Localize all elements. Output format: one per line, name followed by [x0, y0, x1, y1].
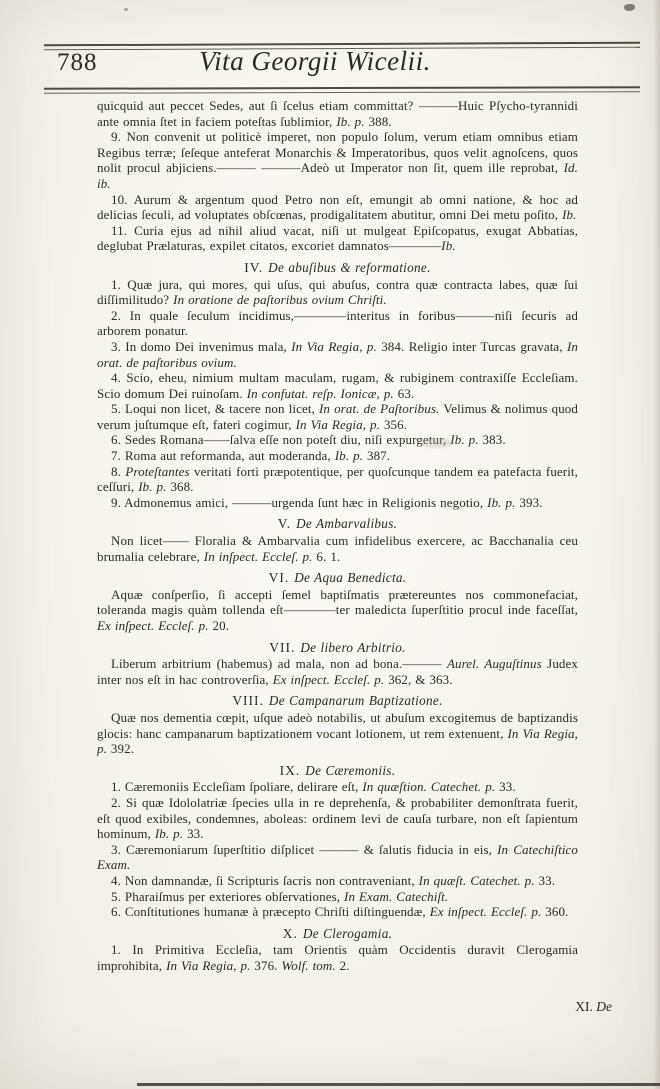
paragraph [97, 277, 578, 308]
citation-text: In orat. de Paſtoribus. [319, 401, 440, 417]
paragraph [97, 432, 578, 448]
section-heading [97, 516, 578, 532]
body-text: 5. Pharaiſmus per exteriores obſervationes, [111, 888, 345, 904]
body-text: 376. [250, 957, 282, 973]
citation-text: Ib. p. [154, 826, 184, 842]
citation-text: Ex inſpect. Eccleſ. p. [429, 904, 542, 920]
page-number: 788 [57, 49, 98, 76]
section-heading [97, 926, 578, 942]
citation-text: Ib. p. [138, 479, 167, 495]
text-column [97, 98, 578, 973]
paragraph [97, 904, 578, 920]
running-title: Vita Georgii Wicelii. [199, 46, 431, 76]
section-number: IV. [244, 259, 269, 275]
citation-text: In quæſtion. Catechet. p. [362, 779, 496, 795]
paragraph [97, 401, 578, 432]
body-text: 11. Curia ejus ad nihil aliud vacat, niſi ut mulgeat Epiſcopatus, exugat Abbatias, deglubat Prælaturas, expilet citatos, excoriet damnatos———— [97, 222, 578, 254]
section-heading [97, 763, 578, 779]
citation-text: Ex inſpect. Eccleſ. p. [272, 671, 385, 687]
section-heading [97, 693, 578, 709]
body-text: 362, & 363. [384, 671, 453, 687]
body-text: 392. [106, 741, 135, 757]
section-heading [97, 640, 578, 656]
citation-text: In Via Regia, p. [166, 957, 251, 973]
body-text: 383. [478, 432, 506, 448]
body-text: 63. [393, 385, 415, 401]
section-heading [97, 260, 578, 276]
catchword [575, 999, 612, 1015]
body-text: 2. [335, 957, 350, 973]
body-text: 2. In quale ſeculum incidimus,————interitus in foribus———niſi ſecuris ad arborem ponatur. [97, 307, 578, 339]
body-text: 9. Non convenit ut politicè imperet, non populo ſolum, verum etiam omnibus etiam Regibus terræ; ſeſeque anteferat Monarchis & Imperatoribus, quos velit agnoſcens, quos nolit procul abjiciens.——— ———Adeò ut Imperator non ſit, quem ille reprobat, [97, 129, 578, 176]
citation-text: In Via Regia, p. [295, 416, 380, 432]
body-text: 6. 1. [312, 548, 341, 564]
body-text: Velimus & nolimus quod verum juſtumque eſt, fateri cogimur, [97, 401, 578, 432]
citation-text: Ib. p. [450, 432, 479, 448]
section-title: De Campanarum Baptizatione. [268, 693, 443, 709]
paragraph [97, 495, 578, 511]
paragraph [97, 842, 578, 873]
body-text: 6. Conſtitutiones humanæ à præcepto Chriſti diſtinguendæ, [111, 904, 430, 920]
body-text: 393. [515, 494, 543, 510]
paragraph [97, 448, 578, 464]
body-text: 3. Cæremoniarum ſuperſtitio diſplicet ——— & ſalutis fiducia in eis, [111, 841, 498, 857]
body-text: 1. Quæ jura, qui mores, qui uſus, qui abuſus, contra quæ contracta labes, quæ ſui diſſimilitudo? [97, 276, 578, 308]
header-rule-bottom [44, 86, 640, 94]
body-text: 20. [208, 618, 230, 633]
citation-text: Ib. [562, 207, 577, 223]
body-text: 10. Aurum & argentum quod Petro non eſt, emungit ab omni natione, & hoc ad delicias ſeculi, ad voluptates obſcœnas, prodigalitatem abutitur, omni Dei metu poſito, [97, 191, 578, 223]
body-text: 356. [380, 416, 408, 432]
body-text: 5. Loqui non licet, & tacere non licet, [111, 401, 319, 417]
body-text: 384. Religio inter Turcas gravata, [376, 338, 567, 354]
paragraph [97, 129, 578, 191]
body-text: Non licet—— Floralia & Ambarvalia cum infidelibus exercere, ac Bacchanalia ceu brumalia celebrare, [97, 533, 578, 564]
citation-text: In orat. de paſtoribus ovium. [97, 338, 579, 370]
body-text: 4. Non damnandæ, ſi Scripturis ſacris non contraveniant, [111, 872, 419, 888]
citation-text: Aurel. Auguſtinus [446, 656, 542, 672]
body-text: 1. Cæremoniis Eccleſiam ſpoliare, delirare eſt, [111, 779, 363, 795]
citation-text: Ib. p. [336, 113, 365, 129]
body-text: 387. [363, 448, 391, 464]
paragraph [97, 710, 578, 757]
paragraph [97, 533, 578, 564]
paragraph [97, 795, 578, 842]
section-number: VI. [268, 570, 295, 586]
citation-text: In Via Regia, p. [291, 338, 377, 354]
paragraph [97, 779, 578, 795]
citation-text: Id. ib. [97, 160, 578, 191]
body-text: 9. Admonemus amici, ———urgenda ſunt hæc in Religionis negotio, [111, 494, 488, 510]
body-text: 2. Si quæ Idololatriæ ſpecies ulla in re deprehenſa, & probabiliter demonſtrata fuerit, eſt quod exibiles, condemnes, aboleas: ordinem levi de cauſa turbare, non eſt ſapientum hominum, [97, 794, 578, 842]
citation-text: In quæſt. Catechet. p. [418, 872, 535, 888]
body-text: quicquid aut peccet Sedes, aut ſi ſcelus etiam committat? ———Huic Pſycho-tyrannidi ante omnia ſtet in faciem poteſtas ſublimior, [97, 98, 578, 129]
section-title: De Aqua Benedicta. [294, 570, 407, 586]
paragraph [97, 942, 578, 973]
citation-text: In oratione de paſtoribus ovium Chriſti. [173, 292, 387, 308]
body-text: 7. Roma aut reformanda, aut moderanda, [111, 448, 335, 464]
body-text: 3. In domo Dei invenimus mala, [111, 338, 292, 354]
body-text: Liberum arbitrium (habemus) ad mala, non ad bona.——— [111, 656, 447, 672]
catchword-word: De [596, 999, 612, 1014]
body-text: 33. [495, 779, 516, 795]
citation-text: In Via Regia, p. [97, 725, 578, 757]
body-text: 360. [541, 904, 569, 920]
section-title: De abuſibus & reformatione. [268, 259, 431, 275]
citation-text: Proteſtantes [125, 463, 190, 479]
ink-smudge [624, 4, 635, 11]
body-text: 6. Sedes Romana——ſalva eſſe non poteſt diu, niſi expurgetur, [111, 432, 451, 448]
paragraph [97, 339, 578, 370]
paragraph [97, 656, 578, 687]
paragraph [97, 223, 578, 254]
section-number: IX. [279, 762, 306, 778]
body-text: Aquæ conſperſio, ſi accepti ſemel baptiſmatis prætereuntes nos commonefaciat, toleranda magis quàm tollenda eſt————ter maledicta ſuperſtitio procul inde faceſſat, [97, 586, 578, 618]
paragraph [97, 464, 578, 495]
section-number: V. [277, 516, 297, 532]
section-title: De Cæremoniis. [305, 762, 396, 778]
section-title: De Clerogamia. [302, 925, 393, 941]
paragraph [97, 192, 578, 223]
citation-text: In Catechiſtico Exam. [97, 841, 578, 873]
paragraph [97, 889, 578, 905]
section-title: De Ambarvalibus. [296, 516, 398, 532]
paragraph [97, 98, 578, 129]
scan-edge-line [137, 1083, 660, 1086]
body-text: 33. [183, 826, 204, 842]
paragraph [97, 587, 578, 634]
section-number: X. [282, 925, 303, 941]
section-heading [97, 570, 578, 586]
ink-speck [124, 8, 128, 11]
citation-text: In Exam. Catechiſt. [344, 888, 449, 904]
citation-text: Ex inſpect. Eccleſ. p. [97, 618, 209, 633]
body-text: Quæ nos dementia cœpit, uſque adeò notabilis, ut abuſum excogitemus de baptizandis glocis: hanc campanarum baptizationem vocant lotionem, ut rem extenuent, [97, 709, 578, 741]
body-text: Judex inter nos eſt in hac controverſia, [97, 656, 579, 687]
body-text: 33. [534, 872, 556, 888]
citation-text: In inſpect. Eccleſ. p. [203, 548, 313, 564]
citation-text: Ib. p. [487, 494, 516, 510]
section-number: VIII. [232, 693, 269, 709]
body-text: 1. In Primitiva Eccleſia, tam Orientis quàm Occidentis duravit Clerogamia improhibita, [97, 942, 578, 973]
citation-text: Ib. [441, 238, 456, 254]
catchword-number: XI. [575, 999, 593, 1014]
body-text: 4. Scio, eheu, nimium multam maculam, rugam, & rubiginem contraxiſſe Eccleſiam. Scio domum Dei ruinoſam. [97, 370, 578, 401]
paragraph [97, 873, 578, 889]
citation-text: Ib. p. [334, 448, 364, 464]
citation-text: In confutat. reſp. Ionicæ, p. [246, 385, 394, 401]
paragraph [97, 308, 578, 339]
body-text: 368. [166, 479, 194, 495]
citation-text: Wolf. tom. [281, 957, 336, 973]
body-text: 388. [364, 113, 392, 129]
paragraph [97, 370, 578, 401]
section-number: VII. [269, 639, 301, 655]
paper-smudge [420, 438, 454, 448]
scan-edge-shadow [653, 0, 660, 1089]
body-text: 8. [111, 463, 126, 479]
body-text: veritati forti præpotentique, per quoſcunque tandem ea patefacta fuerit, ceſſuri, [97, 463, 578, 495]
section-title: De libero Arbitrio. [300, 639, 406, 655]
